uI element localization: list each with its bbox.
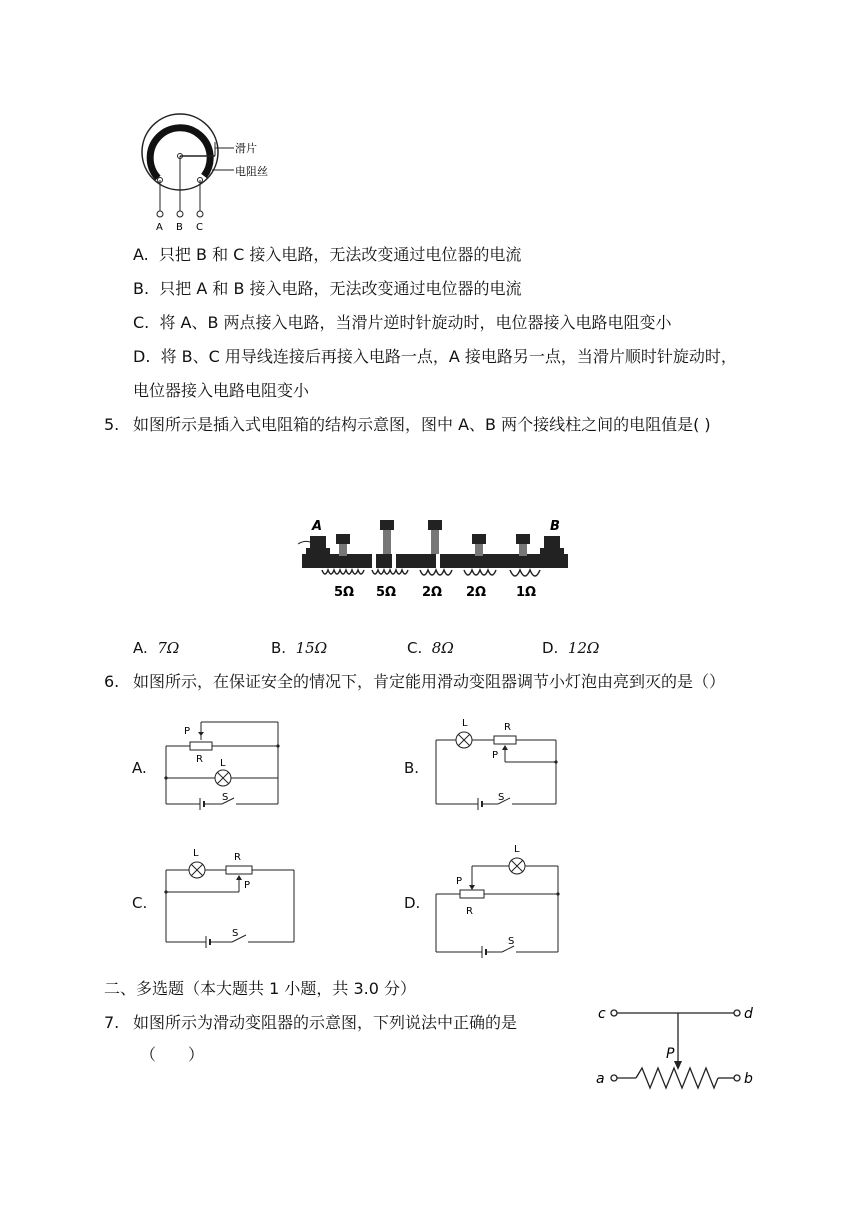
- circuit-d: [432, 842, 562, 960]
- q4-option-c: C. 将 A、B 两点接入电路，当滑片逆时针旋动时，电位器接入电路电阻变小: [133, 313, 672, 332]
- slider-p-label: P: [666, 1046, 675, 1062]
- resistor-label-5: 1Ω: [516, 585, 537, 600]
- circuit-a-p: P: [184, 726, 191, 737]
- terminal-c-label: c: [598, 1006, 606, 1022]
- terminal-a: A: [156, 222, 163, 233]
- circuit-c-s: S: [232, 928, 239, 939]
- end-b-label: B: [550, 519, 560, 534]
- circuit-c: [160, 842, 300, 950]
- resistor-label-3: 2Ω: [422, 585, 443, 600]
- resistor-label-1: 5Ω: [334, 585, 355, 600]
- q5-number: 5.: [104, 415, 120, 434]
- q5-option-a: A. 7Ω: [133, 639, 180, 657]
- q7-number: 7.: [104, 1013, 120, 1032]
- q7-stem: 如图所示为滑动变阻器的示意图，下列说法中正确的是: [133, 1013, 518, 1032]
- q4-option-b: B. 只把 A 和 B 接入电路，无法改变通过电位器的电流: [133, 279, 522, 298]
- q4-option-d-cont: 电位器接入电路电阻变小: [133, 381, 310, 400]
- q5-option-d: D. 12Ω: [542, 639, 600, 657]
- circuit-b-l: L: [462, 718, 468, 729]
- circuit-c-letter: C.: [132, 894, 148, 912]
- circuit-b-s: S: [498, 792, 505, 803]
- slider-label: 滑片: [235, 142, 257, 155]
- circuit-b-r: R: [504, 722, 511, 733]
- circuit-a-l: L: [220, 758, 226, 769]
- circuit-a-s: S: [222, 792, 229, 803]
- resistor-label-2: 5Ω: [376, 585, 397, 600]
- q5-option-c: C. 8Ω: [407, 639, 454, 657]
- q6-number: 6.: [104, 672, 120, 691]
- circuit-d-r: R: [466, 906, 473, 917]
- terminal-b: B: [176, 222, 183, 233]
- q5-stem: 如图所示是插入式电阻箱的结构示意图，图中 A、B 两个接线柱之间的电阻值是( ): [133, 415, 711, 434]
- circuit-a-letter: A.: [132, 759, 147, 777]
- end-a-label: A: [312, 519, 323, 534]
- circuit-a-r: R: [196, 754, 203, 765]
- circuit-b: [432, 712, 562, 812]
- terminal-c: C: [196, 222, 203, 233]
- wire-label: 电阻丝: [235, 165, 268, 178]
- circuit-b-p: P: [492, 750, 499, 761]
- circuit-c-p: P: [244, 880, 251, 891]
- circuit-d-p: P: [456, 876, 463, 887]
- circuit-d-l: L: [514, 844, 520, 855]
- q5-option-b: B. 15Ω: [271, 639, 328, 657]
- q7-answer-blank: （ ）: [140, 1045, 205, 1064]
- resistance-box-figure: [296, 514, 576, 624]
- terminal-b-label: b: [744, 1071, 753, 1087]
- circuit-d-s: S: [508, 936, 515, 947]
- terminal-d-label: d: [744, 1006, 753, 1022]
- circuit-b-letter: B.: [404, 759, 420, 777]
- circuit-c-r: R: [234, 852, 241, 863]
- resistor-label-4: 2Ω: [466, 585, 487, 600]
- circuit-c-l: L: [193, 848, 199, 859]
- terminal-a-label: a: [596, 1071, 605, 1087]
- circuit-a: [160, 712, 290, 822]
- circuit-d-letter: D.: [404, 894, 421, 912]
- q4-option-d: D. 将 B、C 用导线连接后再接入电路一点，A 接电路另一点，当滑片顺时针旋动时，: [133, 347, 737, 366]
- potentiometer-figure: [130, 112, 290, 234]
- rheostat-figure: [594, 1000, 764, 1092]
- q4-option-a: A. 只把 B 和 C 接入电路，无法改变通过电位器的电流: [133, 245, 522, 264]
- section-heading: 二、多选题（本大题共 1 小题，共 3.0 分）: [104, 979, 416, 998]
- q6-stem: 如图所示，在保证安全的情况下，肯定能用滑动变阻器调节小灯泡由亮到灭的是（）: [133, 672, 726, 691]
